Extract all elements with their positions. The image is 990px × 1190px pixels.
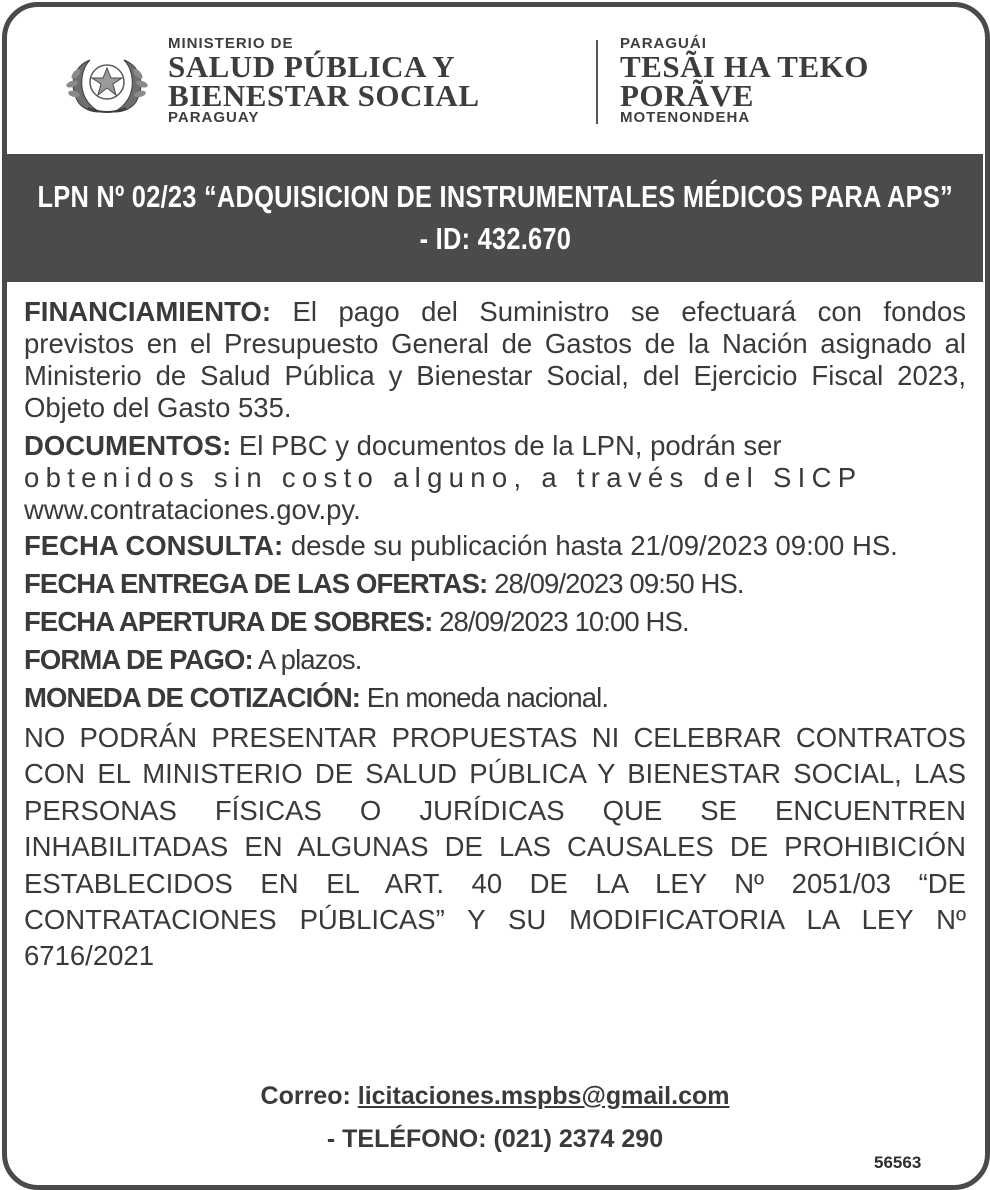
fecha-apertura-text: 28/09/2023 10:00 HS. — [439, 606, 689, 637]
financiamiento-label: FINANCIAMIENTO: — [24, 296, 271, 327]
forma-pago-label: FORMA DE PAGO: — [24, 644, 253, 675]
title-line-1: LPN Nº 02/23 “ADQUISICION DE INSTRUMENTALES MÉDICOS PARA APS” — [37, 179, 953, 214]
fecha-consulta-text: desde su publicación hasta 21/09/2023 09:00 HS. — [290, 530, 898, 561]
fecha-entrega-text: 28/09/2023 09:50 HS. — [494, 568, 744, 599]
financiamiento-text: El pago del Suministro se efectuará con fondos previstos en el Presupuesto General de Gastos de la Nación asignado al Ministerio de Salud Pública y Bienestar Social, del Ejercicio Fiscal 2023, Objeto del Gasto 535. — [24, 296, 966, 423]
ministry-line-2: BIENESTAR SOCIAL — [168, 78, 480, 113]
notice-body — [24, 296, 966, 981]
moneda-text: En moneda nacional. — [366, 682, 609, 713]
guarani-line-2: PORÃVE — [620, 78, 754, 113]
phone-label: - TELÉFONO: — [326, 1125, 487, 1153]
phone-number: (021) 2374 290 — [493, 1125, 664, 1153]
moneda-label: MONEDA DE COTIZACIÓN: — [24, 682, 361, 713]
title-band — [7, 154, 983, 282]
documentos-link[interactable]: www.contrataciones.gov.py. — [24, 494, 361, 525]
fecha-apertura-paragraph — [24, 606, 966, 638]
moneda-paragraph — [24, 682, 966, 714]
documentos-text-2: obtenidos sin costo alguno, a través del SICP — [24, 462, 863, 493]
ministry-name-guarani — [620, 36, 869, 126]
fecha-entrega-paragraph — [24, 568, 966, 600]
guarani-bottom-label: MOTENONDEHA — [620, 109, 751, 126]
fecha-apertura-label: FECHA APERTURA DE SOBRES: — [24, 606, 433, 637]
forma-pago-paragraph — [24, 644, 966, 676]
guarani-line-1: TESÃI HA TEKO — [620, 49, 869, 84]
email-label: Correo: — [260, 1082, 351, 1110]
ministry-name-spanish — [168, 36, 480, 126]
guarani-top-label: PARAGUÁI — [620, 35, 707, 52]
star-wreath-emblem-icon — [60, 50, 154, 114]
financiamiento-paragraph — [24, 296, 966, 424]
ministry-country-label: PARAGUAY — [168, 109, 260, 126]
email-link[interactable]: licitaciones.mspbs@gmail.com — [357, 1082, 730, 1110]
documentos-label: DOCUMENTOS: — [24, 430, 232, 461]
documentos-paragraph — [24, 430, 966, 526]
fecha-consulta-label: FECHA CONSULTA: — [24, 530, 284, 561]
ministry-top-label: MINISTERIO DE — [168, 35, 294, 52]
fecha-entrega-label: FECHA ENTREGA DE LAS OFERTAS: — [24, 568, 488, 599]
documentos-text-1: El PBC y documentos de la LPN, podrán ser — [238, 430, 782, 461]
prohibition-notice: NO PODRÁN PRESENTAR PROPUESTAS NI CELEBRAR CONTRATOS CON EL MINISTERIO DE SALUD PÚBLICA Y BIENESTAR SOCIAL, LAS PERSONAS FÍSICAS O JURÍDICAS QUE SE ENCUENTREN INHABILITADAS EN ALGUNAS DE LAS CAUSALES DE PROHIBICIÓN ESTABLECIDOS EN EL ART. 40 DE LA LEY Nº 2051/03 “DE CONTRATACIONES PÚBLICAS” Y SU MODIFICATORIA LA LEY Nº 6716/2021 — [24, 722, 966, 972]
email-line — [0, 1082, 990, 1111]
fecha-consulta-paragraph — [24, 530, 966, 562]
forma-pago-text: A plazos. — [258, 644, 362, 675]
ministry-line-1: SALUD PÚBLICA Y — [168, 49, 456, 84]
publication-code: 56563 — [874, 1153, 922, 1172]
phone-line — [0, 1125, 990, 1154]
header-divider — [596, 40, 598, 124]
title-line-2: - ID: 432.670 — [419, 221, 571, 256]
